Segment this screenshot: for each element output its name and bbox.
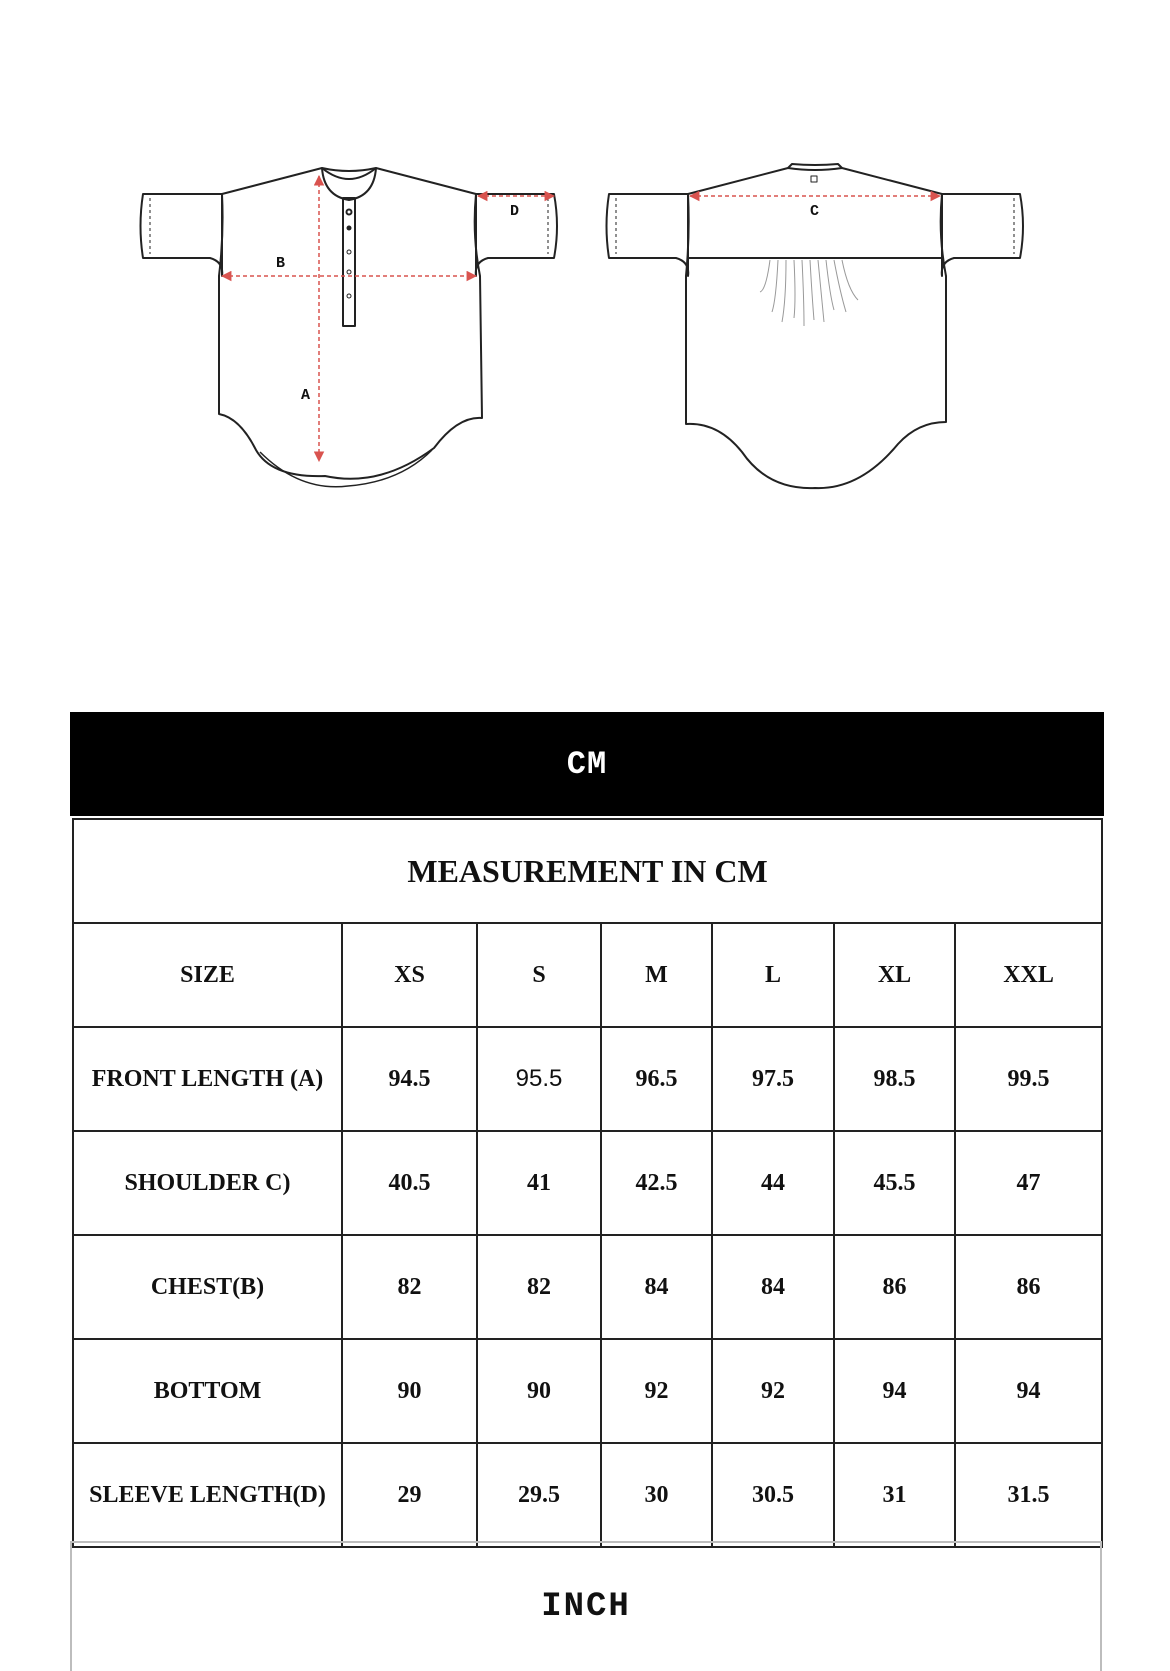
table-row	[73, 1235, 1102, 1339]
table-cell: 86	[834, 1235, 955, 1339]
front-placket	[343, 198, 355, 326]
table-cell: 31.5	[955, 1443, 1102, 1547]
table-row	[73, 1339, 1102, 1443]
size-chart-table	[72, 818, 1103, 1548]
table-cell: 92	[712, 1339, 834, 1443]
table-row	[73, 1027, 1102, 1131]
row-label: CHEST(B)	[73, 1235, 342, 1339]
column-header: XS	[342, 923, 477, 1027]
table-cell: 94	[955, 1339, 1102, 1443]
label-d: D	[510, 203, 520, 220]
table-cell: 31	[834, 1443, 955, 1547]
back-pleat-lines	[760, 260, 858, 326]
row-label: FRONT LENGTH (A)	[73, 1027, 342, 1131]
front-view-shirt	[141, 168, 558, 487]
label-b: B	[276, 255, 286, 272]
table-cell: 82	[342, 1235, 477, 1339]
table-cell: 30.5	[712, 1443, 834, 1547]
table-cell: 84	[601, 1235, 712, 1339]
table-cell: 94.5	[342, 1027, 477, 1131]
table-row	[73, 1131, 1102, 1235]
table-cell: 98.5	[834, 1027, 955, 1131]
table-cell: 30	[601, 1443, 712, 1547]
table-cell: 47	[955, 1131, 1102, 1235]
table-cell: 29	[342, 1443, 477, 1547]
table-header-row	[73, 923, 1102, 1027]
table-row	[73, 1443, 1102, 1547]
table-cell: 45.5	[834, 1131, 955, 1235]
row-label: SHOULDER C)	[73, 1131, 342, 1235]
table-cell: 97.5	[712, 1027, 834, 1131]
table-cell: 84	[712, 1235, 834, 1339]
table-cell: 90	[477, 1339, 601, 1443]
table-cell: 44	[712, 1131, 834, 1235]
table-cell: 90	[342, 1339, 477, 1443]
table-cell: 96.5	[601, 1027, 712, 1131]
back-collar	[788, 164, 842, 168]
column-header: SIZE	[73, 923, 342, 1027]
column-header: L	[712, 923, 834, 1027]
table-cell: 86	[955, 1235, 1102, 1339]
label-c: C	[810, 203, 820, 220]
row-label: SLEEVE LENGTH(D)	[73, 1443, 342, 1547]
table-cell: 42.5	[601, 1131, 712, 1235]
column-header: XL	[834, 923, 955, 1027]
table-cell: 92	[601, 1339, 712, 1443]
column-header: XXL	[955, 923, 1102, 1027]
table-cell: 41	[477, 1131, 601, 1235]
table-cell: 99.5	[955, 1027, 1102, 1131]
inch-header: INCH	[70, 1541, 1102, 1671]
garment-diagram	[0, 0, 1170, 700]
table-cell: 95.5	[477, 1027, 601, 1131]
column-header: M	[601, 923, 712, 1027]
back-left-sleeve	[607, 194, 689, 276]
label-a: A	[301, 387, 311, 404]
front-measure-lines	[222, 176, 554, 461]
table-caption: MEASUREMENT IN CM	[73, 819, 1102, 923]
table-cell: 40.5	[342, 1131, 477, 1235]
cm-header-bar: CM	[70, 712, 1104, 816]
table-cell: 82	[477, 1235, 601, 1339]
row-label: BOTTOM	[73, 1339, 342, 1443]
back-right-sleeve	[942, 194, 1023, 276]
table-cell: 29.5	[477, 1443, 601, 1547]
front-left-sleeve	[141, 194, 223, 276]
column-header: S	[477, 923, 601, 1027]
table-cell: 94	[834, 1339, 955, 1443]
